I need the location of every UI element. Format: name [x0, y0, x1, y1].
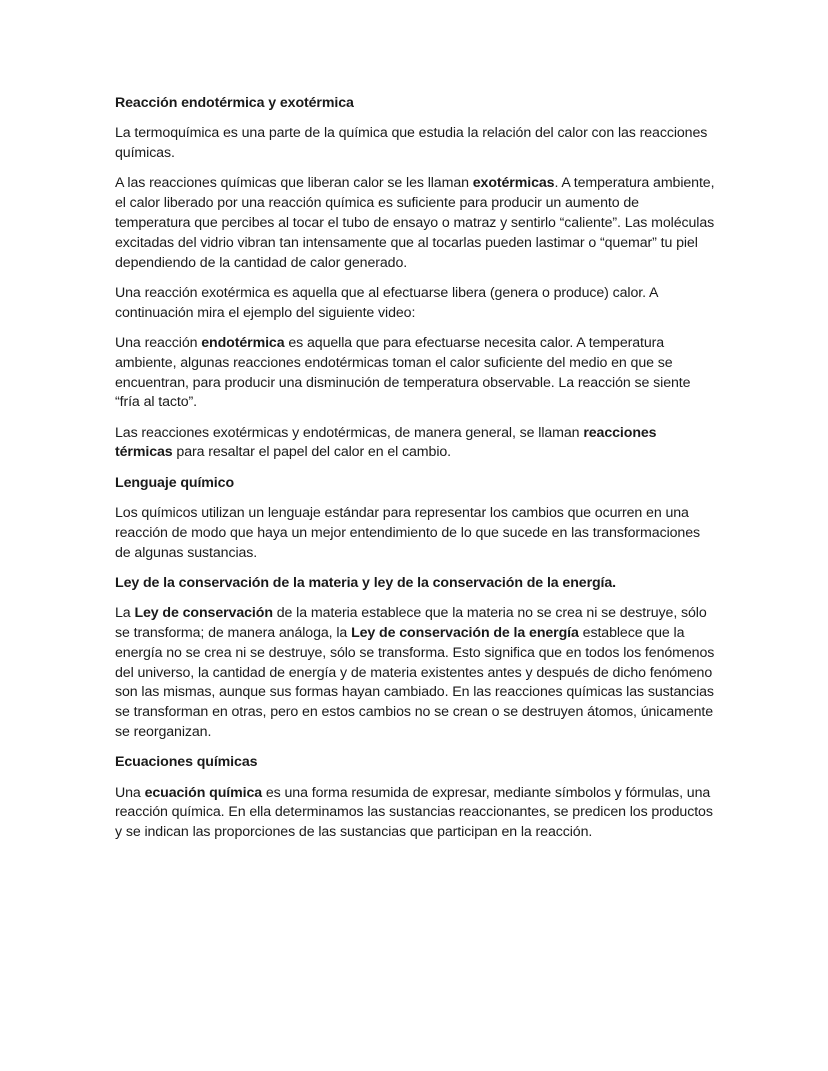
bold-term-endotermica: endotérmica	[201, 334, 285, 351]
paragraph-endotermica-definicion	[115, 334, 715, 413]
text-run: A las reacciones químicas que liberan calor se les llaman	[115, 175, 473, 192]
text-run: es aquella que para efectuarse necesita calor. A temperatura ambiente, algunas reacciones endotérmicas toman el calor suficiente del medio en que se encuentran, para producir una disminución de temperatura observable. La reacción se siente “fría al tacto”.	[115, 334, 691, 411]
bold-term-reacciones-termicas: reacciones térmicas	[115, 424, 657, 461]
heading-lenguaje-quimico: Lenguaje químico	[115, 474, 235, 491]
bold-term-exotermicas: exotérmicas	[472, 175, 555, 192]
text-run: es una forma resumida de expresar, mediante símbolos y fórmulas, una reacción química. En ella determinamos las sustancias reaccionantes, se predicen los productos y se indican las proporciones de las sustancias que participan en la reacción.	[115, 784, 713, 841]
text-run: La	[115, 605, 135, 622]
text-run: Una	[115, 784, 145, 801]
heading-ley-conservacion: Ley de la conservación de la materia y ley de la conservación de la energía.	[115, 574, 617, 591]
bold-term-ley-conservacion: Ley de conservación	[134, 605, 273, 622]
heading-reaccion-endotermica-exotermica: Reacción endotérmica y exotérmica	[115, 95, 354, 111]
paragraph-reacciones-termicas	[115, 424, 715, 464]
heading-ecuaciones-quimicas: Ecuaciones químicas	[115, 754, 258, 771]
paragraph-lenguaje-quimico: Los químicos utilizan un lenguaje estándar para representar los cambios que ocurren en una reacción de modo que haya un mejor entendimiento de lo que sucede en las transformaciones de algunas sustancias.	[115, 505, 700, 561]
text-run: de la materia establece que la materia no se crea ni se destruye, sólo se transforma; de manera análoga, la	[115, 605, 707, 642]
paragraph-reaccion-exotermica: Una reacción exotérmica es aquella que al efectuarse libera (genera o produce) calor. A continuación mira el ejemplo del siguiente video:	[115, 284, 658, 321]
bold-term-ecuacion-quimica: ecuación química	[144, 784, 263, 801]
paragraph-ley-conservacion	[115, 604, 715, 743]
document-page	[115, 94, 715, 854]
text-run: establece que la energía no se crea ni se destruye, sólo se transforma. Esto significa que en todos los fenómenos del universo, la cantidad de energía y de materia existentes antes y después de dicho fenómeno son las mismas, aunque sus formas hayan cambiado. En las reacciones químicas las sustancias se transforman en otras, pero en estos cambios no se crean o se destruyen átomos, únicamente se reorganizan.	[115, 625, 715, 741]
text-run: . A temperatura ambiente, el calor liberado por una reacción química es suficiente para producir un aumento de temperatura que percibes al tocar el tubo de ensayo o matraz y sentirlo “caliente”. Las moléculas excitadas del vidrio vibran tan intensamente que al tocarlas pueden lastimar o “quemar” tu piel dependiendo de la cantidad de calor generado.	[115, 175, 715, 271]
text-run: Una reacción	[115, 334, 202, 351]
text-run: Las reacciones exotérmicas y endotérmicas, de manera general, se llaman	[115, 424, 584, 441]
paragraph-termoquimica: La termoquímica es una parte de la química que estudia la relación del calor con las reacciones químicas.	[115, 125, 708, 162]
paragraph-exotermicas-definicion	[115, 174, 715, 273]
paragraph-ecuacion-quimica	[115, 784, 715, 843]
bold-term-ley-conservacion-energia: Ley de conservación de la energía	[351, 625, 579, 642]
text-run: para resaltar el papel del calor en el cambio.	[172, 444, 451, 461]
